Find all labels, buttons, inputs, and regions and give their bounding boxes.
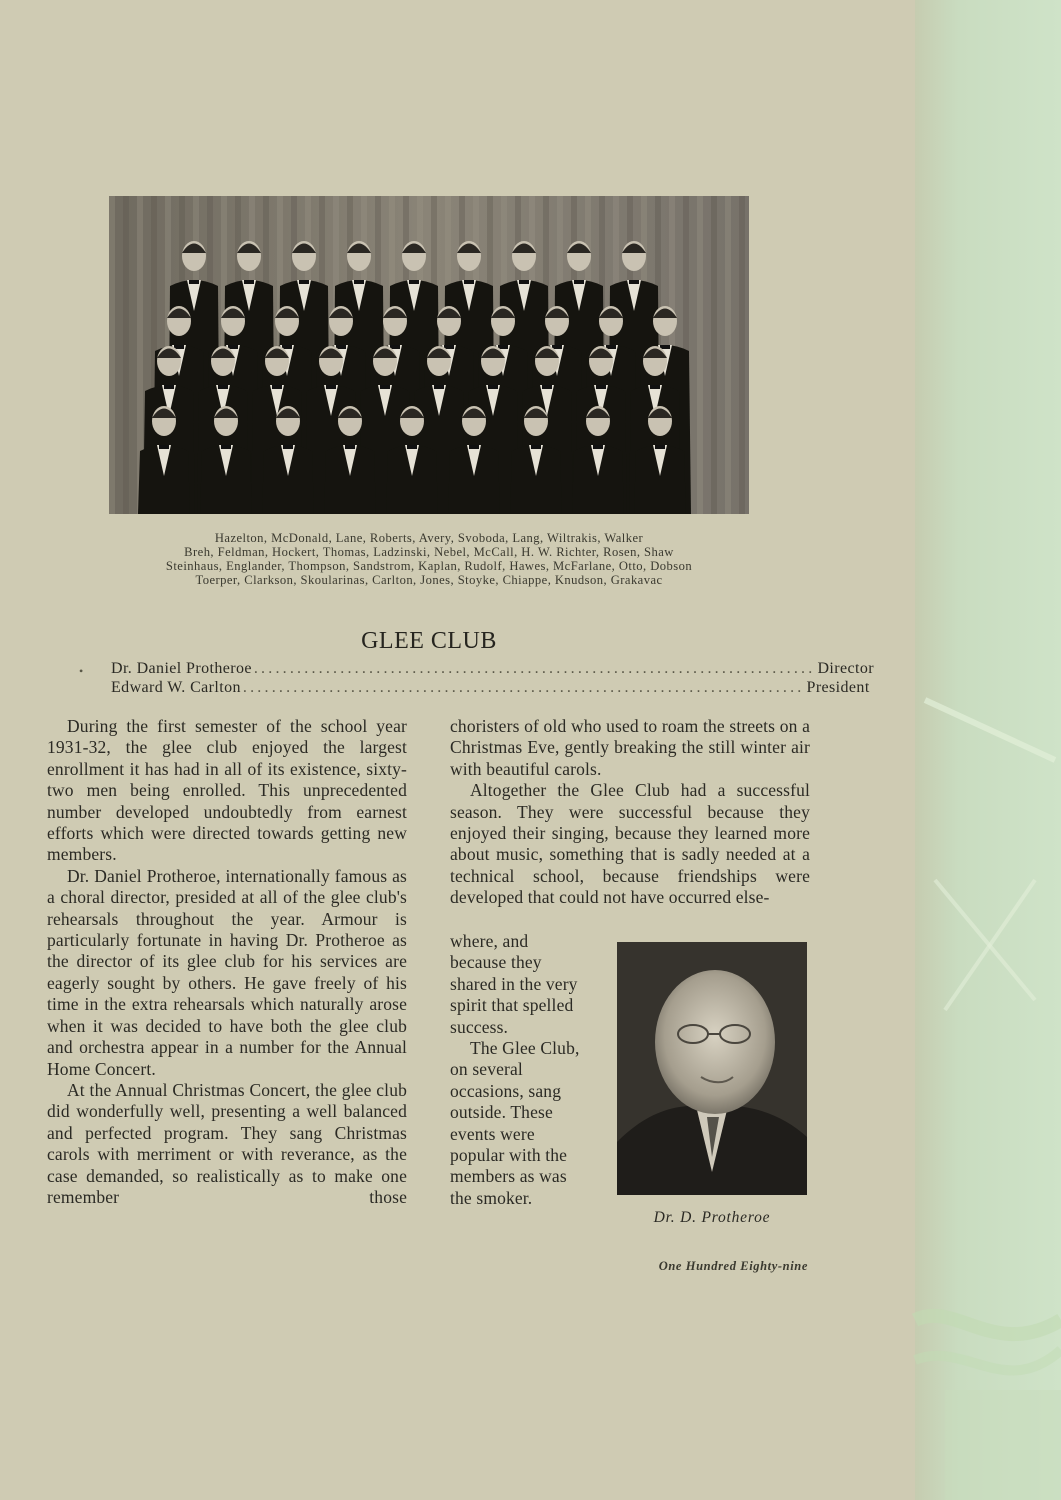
portrait-caption: Dr. D. Protheroe — [653, 1209, 771, 1226]
officer-name: Dr. Daniel Protheroe — [111, 660, 252, 677]
group-photo-caption — [109, 531, 749, 587]
curtain-fold — [697, 196, 703, 514]
leader-dots: .............................................................................. — [253, 660, 816, 677]
director-portrait-photo — [617, 942, 807, 1195]
paragraph: Dr. Daniel Protheroe, internationally famous as a choral director, presided at all of the glee club's rehearsals throughout the year. Armour is particularly fortunate in having Dr. Protheroe as the director of its glee club for his services are eagerly sought by others. He gave freely of his time in the extra rehearsals which naturally arose when it was decided to have both the glee club and orchestra appear in a number for the Annual Home Concert. — [47, 865, 407, 1079]
page-title: GLEE CLUB — [361, 628, 497, 654]
paragraph: Altogether the Glee Club had a successful season. They were successful because they enjoyed their singing, because they learned more about music, something that is sadly needed at a technical school, because friendships were developed that could not have occurred else- — [450, 780, 810, 908]
paragraph: The Glee Club, on several occasions, sang outside. These events were popular with the members as was the smoker. — [450, 1038, 580, 1208]
caption-row-2: Breh, Feldman, Hockert, Thomas, Ladzinski, Nebel, McCall, H. W. Richter, Rosen, Shaw — [184, 545, 674, 559]
officer-president — [111, 679, 870, 697]
portrait-art — [617, 942, 807, 1195]
curtain-fold — [123, 196, 129, 514]
body-column-right-top — [450, 716, 810, 909]
officer-director — [111, 660, 874, 678]
paragraph: At the Annual Christmas Concert, the glee club did wonderfully well, presenting a well balanced and perfected program. They sang Christmas carols with merriment or with reverance, as the case demanded, so realistically as to make one remember those — [47, 1079, 407, 1207]
paragraph: where, and because they shared in the very spirit that spelled success. — [450, 931, 578, 1037]
curtain-fold — [109, 196, 115, 514]
curtain-fold — [711, 196, 717, 514]
leader-dots: .............................................................................. — [242, 679, 805, 696]
decorative-green-strip — [915, 0, 1061, 1500]
bullet-mark: • — [79, 664, 84, 678]
glee-club-group-photo — [109, 196, 749, 514]
officer-name: Edward W. Carlton — [111, 679, 241, 696]
curtain-fold — [739, 196, 745, 514]
caption-row-4: Toerper, Clarkson, Skoularinas, Carlton, Jones, Stoyke, Chiappe, Knudson, Grakavac — [195, 573, 663, 587]
page-number: One Hundred Eighty-nine — [658, 1259, 808, 1273]
decorative-strip-art — [915, 0, 1061, 1500]
body-column-right-narrow — [450, 931, 586, 1209]
body-column-left — [47, 716, 407, 1208]
officer-role: Director — [817, 660, 874, 677]
paragraph: choristers of old who used to roam the streets on a Christmas Eve, gently breaking the still winter air with beautiful carols. — [450, 716, 810, 779]
caption-row-3: Steinhaus, Englander, Thompson, Sandstrom, Kaplan, Rudolf, Hawes, McFarlane, Otto, Dobson — [165, 559, 693, 573]
curtain-fold — [725, 196, 731, 514]
paragraph: During the first semester of the school year 1931-32, the glee club enjoyed the largest enrollment it has had in all of its existence, sixty-two men being enrolled. This unprecedented number developed undoubtedly from earnest efforts which were directed towards getting new members. — [47, 716, 407, 865]
caption-row-1: Hazelton, McDonald, Lane, Roberts, Avery, Svoboda, Lang, Wiltrakis, Walker — [214, 531, 644, 545]
group-photo-art — [109, 196, 749, 514]
officer-role: President — [806, 679, 870, 696]
